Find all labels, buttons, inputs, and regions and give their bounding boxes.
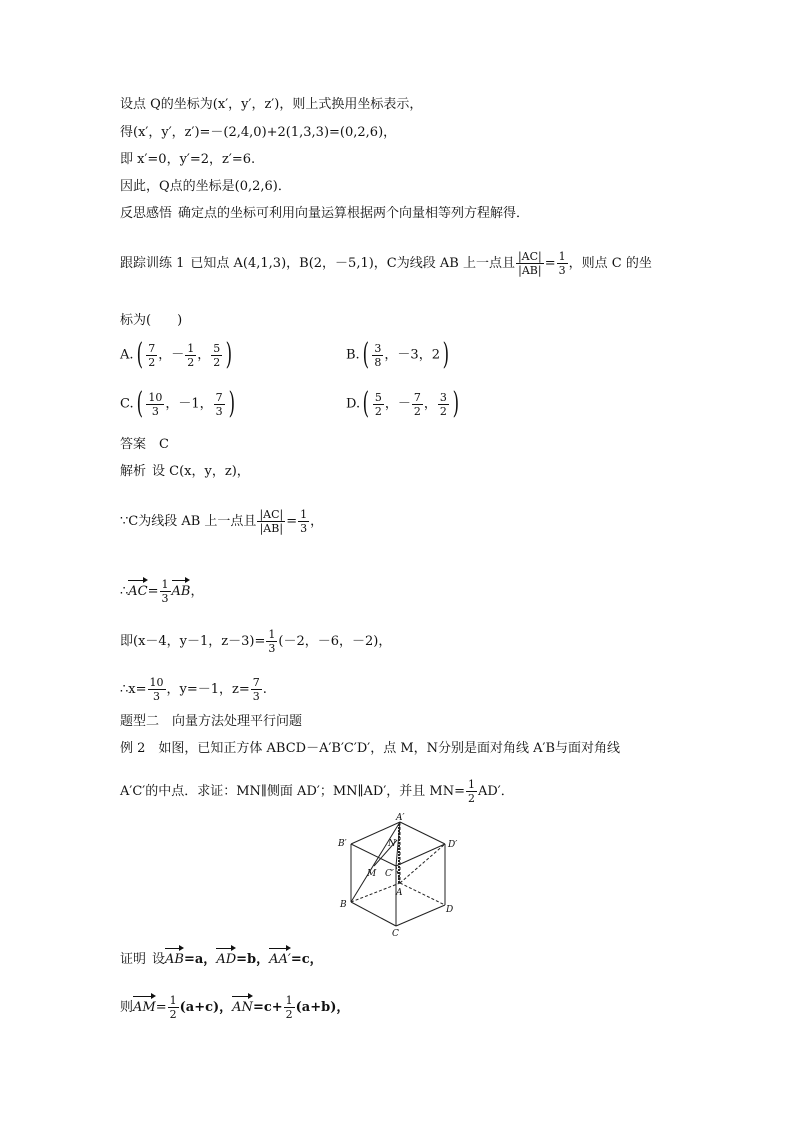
analysis-s1-post: ，: [310, 514, 324, 529]
option-a-v2-num: 1: [187, 341, 195, 355]
cube-figure: [330, 810, 466, 938]
proof-l2-fn1: 1: [169, 994, 177, 1007]
diag-a-d1-hidden: [400, 844, 445, 883]
analysis-s2-pre: ∴: [120, 584, 129, 599]
analysis-s3-fn: 1: [268, 628, 276, 641]
option-a-v1-num: 7: [148, 341, 156, 355]
option-c-v3-den: 3: [215, 404, 223, 418]
solution-line-4: 因此，Q点的坐标是(0,2,6)．: [120, 179, 291, 194]
track-exercise-line: [120, 250, 652, 277]
proof-v1-val: =a，: [183, 952, 217, 967]
analysis-s1-num: |AC|: [259, 508, 284, 521]
analysis-s2-fd: 3: [161, 592, 169, 605]
option-d-v2-num: 7: [413, 390, 421, 404]
vector-an: AN: [232, 1000, 253, 1015]
label-a1: A′: [396, 813, 405, 823]
option-c-v1-num: 10: [148, 390, 163, 404]
proof-l2-fd1: 2: [169, 1008, 177, 1021]
option-d-v2-sign: －: [397, 396, 411, 412]
analysis-s1-eq: =: [286, 514, 298, 529]
option-c: C.( $\frac{10}{3}$ ，－1， $\frac{7}{3}$ ): [120, 386, 235, 421]
analysis-s3-pre: 即(x－4，y－1，z－3)=: [120, 634, 266, 649]
option-d-v1-den: 2: [374, 404, 382, 418]
option-b-v3: 2: [431, 347, 440, 363]
option-b-v1-den: 8: [374, 355, 382, 369]
section-title: 题型二 向量方法处理平行问题: [120, 714, 303, 729]
example-line-2: [120, 778, 514, 805]
proof-l2-eq1: =: [155, 1000, 167, 1015]
analysis-label: 解析: [120, 464, 147, 479]
proof-l2-mid2: (a+b)，: [295, 1000, 350, 1015]
proof-l2-eq2: =c+: [252, 1000, 283, 1015]
option-b-label: B.: [346, 347, 360, 363]
track-frac-den: 3: [558, 264, 566, 277]
analysis-s2-eq: =: [147, 584, 159, 599]
option-a-v3-den: 2: [213, 355, 221, 369]
option-d: D.( $\frac{5}{2}$ ，－ $\frac{7}{2}$ ， $\frac{3}{2}$ ): [346, 386, 459, 421]
edge-c1-d1: [396, 844, 445, 866]
edge-a1-d1: [400, 822, 445, 844]
label-b: B: [340, 900, 347, 910]
track-ratio-den: |AB|: [518, 264, 542, 277]
label-m: M: [367, 869, 377, 879]
reflection-label: 反思感悟: [120, 206, 173, 221]
vector-ac: AC: [128, 584, 148, 599]
option-d-v3-den: 2: [439, 404, 447, 418]
edge-c1-a-hidden: [396, 866, 400, 883]
option-b-v2: －3: [397, 347, 419, 363]
option-a-v2-sign: －: [171, 347, 185, 363]
proof-l2-mid1: (a+c)，: [179, 1000, 233, 1015]
analysis-s4-post: .: [262, 682, 267, 697]
option-a-v2-den: 2: [187, 355, 195, 369]
option-a: A.( $\frac{7}{2}$ ，－ $\frac{1}{2}$ ， $\frac{5}{2}$ ): [120, 337, 233, 372]
solution-line-3: 即 x′=0，y′=2，z′=6.: [120, 152, 256, 167]
track-label: 跟踪训练 1: [120, 256, 185, 271]
option-d-v2-den: 2: [413, 404, 421, 418]
track-eq: =: [544, 256, 556, 271]
analysis-s1-fd: 3: [300, 522, 308, 535]
analysis-s1-den: |AB|: [259, 522, 284, 535]
option-a-v1-den: 2: [148, 355, 156, 369]
reflection-line: [120, 205, 529, 223]
diag-a1-b: [351, 822, 400, 902]
analysis-line-3: [120, 578, 204, 605]
analysis-line-2: [120, 508, 323, 535]
proof-v3-val: =c，: [290, 952, 323, 967]
proof-line-1: [120, 951, 323, 969]
analysis-line-5: [120, 676, 267, 703]
option-b: B.( $\frac{3}{8}$ ，－3，2): [346, 337, 450, 372]
proof-v2-val: =b，: [236, 952, 270, 967]
answer-line: 答案 C: [120, 437, 169, 452]
proof-label: 证明: [120, 952, 147, 967]
analysis-s3-post: (－2，－6，－2)，: [278, 634, 392, 649]
label-n: N: [388, 839, 396, 849]
edge-b-a-hidden: [351, 883, 400, 902]
label-b1: B′: [338, 839, 347, 849]
vector-ab-proof: AB: [165, 952, 184, 967]
solution-line-1: 设点 Q的坐标为(x′，y′，z′)，则上式换用坐标表示，: [120, 97, 423, 112]
option-c-label: C.: [120, 396, 134, 412]
track-ratio-num: |AC|: [517, 250, 542, 263]
reflection-text: 确定点的坐标可利用向量运算根据两个向量相等列方程解得．: [178, 206, 530, 221]
analysis-s1-pre: ∵C为线段 AB 上一点且: [120, 514, 257, 529]
vector-ab: AB: [171, 584, 191, 599]
option-c-v1-den: 3: [151, 404, 159, 418]
analysis-s4-mid: ，y=－1，z=: [166, 682, 250, 697]
vector-aa1: AA′: [269, 952, 291, 967]
vector-ad: AD: [216, 952, 237, 967]
option-a-v3-num: 5: [213, 341, 221, 355]
proof-l2-fd2: 2: [285, 1008, 293, 1021]
proof-set: 设: [152, 952, 166, 967]
edge-b-c: [351, 902, 396, 926]
example-fd: 2: [468, 792, 475, 805]
option-a-label: A.: [120, 347, 134, 363]
track-post: ，则点 C 的坐: [568, 256, 652, 271]
solution-line-2: 得(x′，y′，z′)=－(2,4,0)+2(1,3,3)=(0,2,6)，: [120, 125, 397, 140]
proof-line-2: [120, 994, 349, 1021]
edge-c-d: [396, 905, 445, 926]
example-line2-post: AD′．: [478, 784, 514, 799]
track-frac: [557, 250, 568, 277]
option-d-label: D.: [346, 396, 361, 412]
track-frac-num: 1: [558, 250, 566, 263]
example-line-1: 例 2 如图，已知正方体 ABCD－A′B′C′D′，点 M，N分别是面对角线 A′B与面对角线: [120, 741, 621, 756]
label-d: D: [446, 905, 454, 915]
analysis-s3-fd: 3: [268, 642, 276, 655]
vector-am: AM: [133, 1000, 156, 1015]
analysis-s4-fn2: 7: [252, 676, 260, 689]
track-pre: 已知点 A(4,1,3)，B(2，－5,1)，C为线段 AB 上一点且: [190, 256, 515, 271]
analysis-s4-fn1: 10: [149, 676, 164, 689]
label-d1: D′: [448, 840, 458, 850]
label-c: C: [392, 929, 399, 938]
option-c-v2: －1: [178, 396, 200, 412]
analysis-line-4: [120, 628, 391, 655]
option-c-v3-num: 7: [215, 390, 223, 404]
proof-l2-pre: 则: [120, 1000, 134, 1015]
analysis-s1-fn: 1: [300, 508, 308, 521]
example-fn: 1: [468, 778, 475, 791]
analysis-s4-pre: ∴x=: [120, 682, 147, 697]
example-line2-pre: A′C′的中点．求证：MN∥侧面 AD′；MN∥AD′，并且 MN=: [120, 784, 465, 799]
proof-l2-fn2: 1: [285, 994, 293, 1007]
option-b-v1-num: 3: [374, 341, 382, 355]
option-d-v3-num: 3: [439, 390, 447, 404]
track-continued: 标为( ): [120, 313, 183, 328]
analysis-set: 设 C(x，y，z)，: [152, 464, 250, 479]
analysis-s2-fn: 1: [161, 578, 169, 591]
analysis-s4-fd2: 3: [252, 690, 260, 703]
option-d-v1-num: 5: [374, 390, 382, 404]
label-a: A: [396, 888, 403, 898]
analysis-s2-post: ，: [190, 584, 204, 599]
edge-a-d-hidden: [400, 883, 445, 905]
analysis-s4-fd1: 3: [153, 690, 160, 703]
label-c1: C′: [385, 869, 394, 879]
analysis-line-1: [120, 463, 250, 481]
track-ratio-frac: [516, 250, 544, 277]
